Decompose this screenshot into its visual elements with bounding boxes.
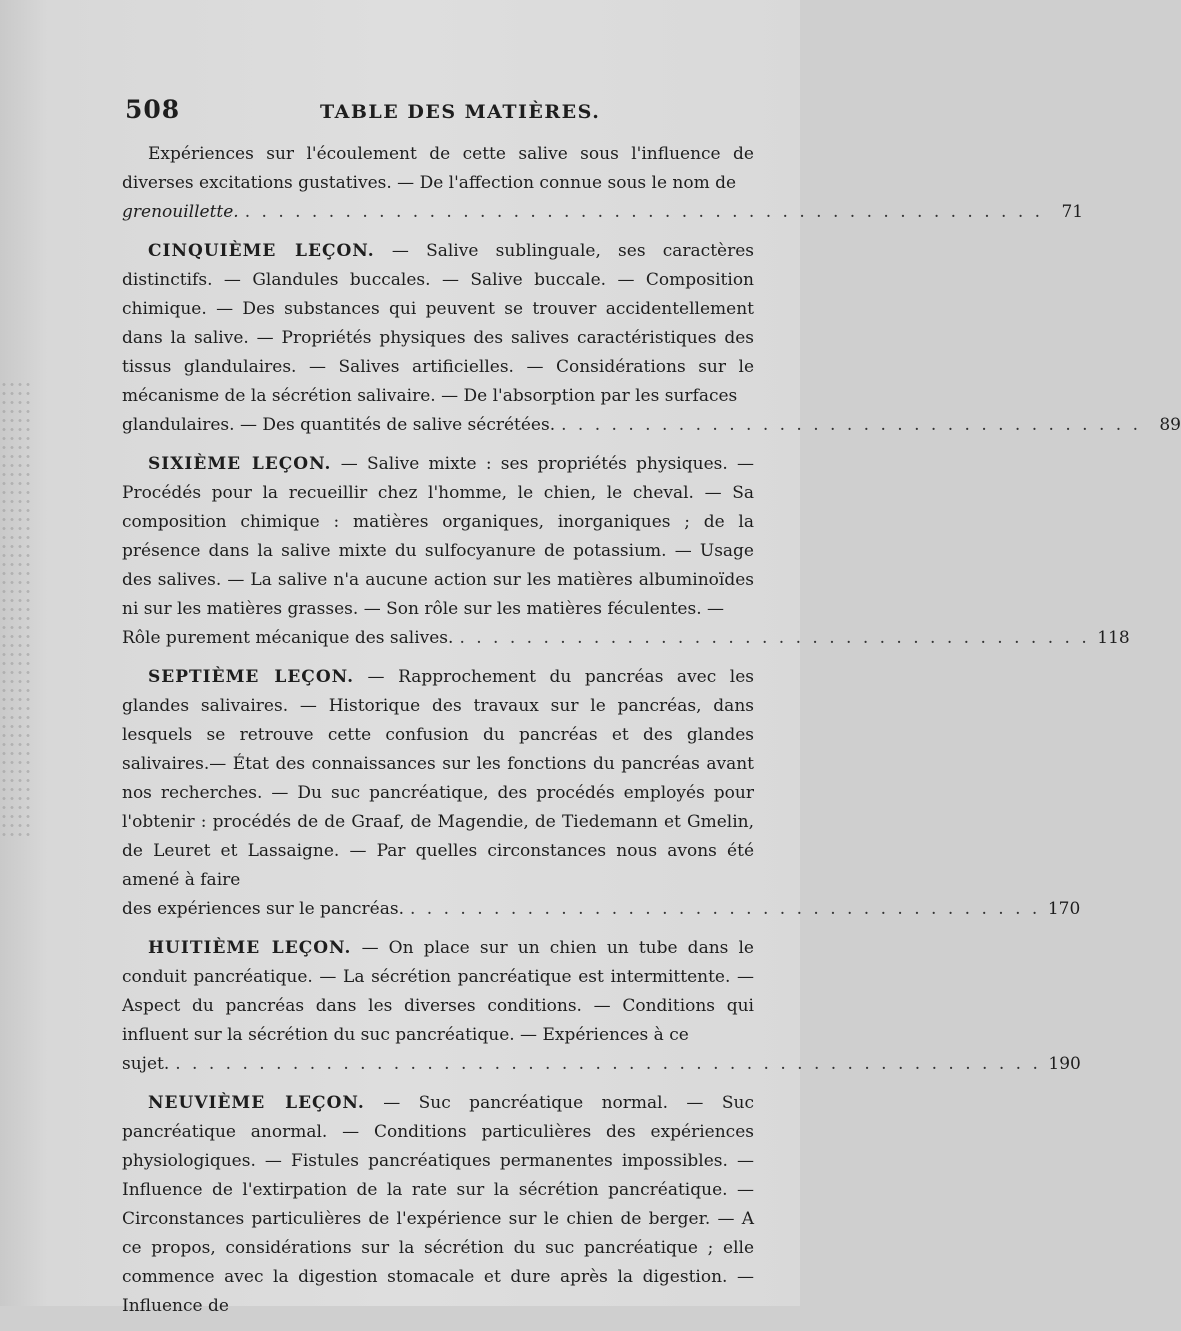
entry-page-number: 190 — [1048, 1054, 1081, 1074]
entry-tail: sujet. — [122, 1054, 170, 1074]
entry-page-number: 89 — [1159, 415, 1181, 435]
toc-entry-lesson-6 — [122, 450, 1130, 653]
lesson-title: SEPTIÈME LEÇON. — [148, 667, 355, 687]
lesson-title: CINQUIÈME LEÇON. — [148, 241, 375, 261]
running-head: TABLE DES MATIÈRES. — [320, 101, 601, 123]
entry-text: Expériences sur l'écoulement de cette salive sous l'influence de diverses excitations gustatives. — De l'affection connue sous le nom de — [122, 144, 754, 193]
entry-tail: des expériences sur le pancréas. — [122, 899, 404, 919]
entry-leader-line — [122, 411, 1181, 440]
dot-leader: . . . . . . . . . . . . . . . . . . . . . . . . . . . . . . . . . . . . . . — [459, 628, 1090, 648]
page-number: 508 — [125, 95, 181, 124]
entry-text: SIXIÈME LEÇON. — Salive mixte : ses propriétés physiques. — Procédés pour la recueillir chez l'homme, le chien, le cheval. — Sa composition chimique : matières organiques, inorganiques ; de la présence dans la salive mixte du sulfocyanure de potassium. — Usage des salives. — La salive n'a aucune action sur les matières albuminoïdes ni sur les matières grasses. — Son rôle sur les matières féculentes. — — [122, 454, 754, 619]
entry-text: HUITIÈME LEÇON. — On place sur un chien un tube dans le conduit pancréatique. — La sécrétion pancréatique est intermittente. — Aspect du pancréas dans les diverses conditions. — Conditions qui influent sur la sécrétion du suc pancréatique. — Expériences à ce — [122, 938, 754, 1045]
lesson-title: HUITIÈME LEÇON. — [148, 938, 352, 958]
dot-leader: . . . . . . . . . . . . . . . . . . . . . . . . . . . . . . . . . . . . . . . . . . . . . . . . — [244, 202, 1044, 222]
entry-page-number: 71 — [1061, 202, 1084, 222]
entry-tail: Rôle purement mécanique des salives. — [122, 628, 454, 648]
dot-leader: . . . . . . . . . . . . . . . . . . . . . . . . . . . . . . . . . . . . . . . . . . . . . . . . . . . . — [175, 1054, 1041, 1074]
lesson-title: NEUVIÈME LEÇON. — [148, 1093, 365, 1113]
entry-text: SEPTIÈME LEÇON. — Rapprochement du pancréas avec les glandes salivaires. — Historique des travaux sur le pancréas, dans lesquels se retrouve cette confusion du pancréas et des glandes salivaires.— État des connaissances sur les fonctions du pancréas avant nos recherches. — Du suc pancréatique, des procédés employés pour l'obtenir : procédés de de Graaf, de Magendie, de Tiedemann et Gmelin, de Leuret et Lassaigne. — Par quelles circonstances nous avons été amené à faire — [122, 667, 754, 890]
margin-perforation — [0, 380, 30, 840]
dot-leader: . . . . . . . . . . . . . . . . . . . . . . . . . . . . . . . . . . . — [561, 415, 1141, 435]
entry-page-number: 170 — [1047, 899, 1081, 919]
entry-text: NEUVIÈME LEÇON. — Suc pancréatique normal. — Suc pancréatique anormal. — Conditions particulières des expériences physiologiques. — Fistules pancréatiques permanentes impossibles. — Influence de l'extirpation de la rate sur la sécrétion pancréatique. — Circonstances particulières de l'expérience sur le chien de berger. — A ce propos, considérations sur la sécrétion du suc pancréatique ; elle commence avec la digestion stomacale et dure après la digestion. — Influence de — [122, 1093, 754, 1316]
toc-entry-lesson-5 — [122, 237, 1181, 440]
table-of-contents — [122, 140, 1181, 1331]
toc-entry-lesson-8 — [122, 934, 1081, 1079]
toc-entry-lesson-9 — [122, 1089, 754, 1321]
lesson-title: SIXIÈME LEÇON. — [148, 454, 332, 474]
entry-page-number: 118 — [1097, 628, 1130, 648]
entry-leader-line — [122, 895, 1081, 924]
entry-text: CINQUIÈME LEÇON. — Salive sublinguale, ses caractères distinctifs. — Glandules buccales. — Salive buccale. — Composition chimique. — Des substances qui peuvent se trouver accidentellement dans la salive. — Propriétés physiques des salives caractéristiques des tissus glandulaires. — Salives artificielles. — Considérations sur le mécanisme de la sécrétion salivaire. — De l'absorption par les surfaces — [122, 241, 754, 406]
page-header — [125, 95, 765, 135]
entry-leader-line — [122, 624, 1130, 653]
dot-leader: . . . . . . . . . . . . . . . . . . . . . . . . . . . . . . . . . . . . . . — [410, 899, 1041, 919]
entry-leader-line — [122, 1050, 1081, 1079]
toc-entry-lesson-7 — [122, 663, 1081, 924]
toc-entry-continuation — [122, 140, 1084, 227]
entry-tail: grenouillette. — [122, 202, 239, 222]
entry-tail: glandulaires. — Des quantités de salive sécrétées. — [122, 415, 556, 435]
entry-leader-line — [122, 198, 1084, 227]
